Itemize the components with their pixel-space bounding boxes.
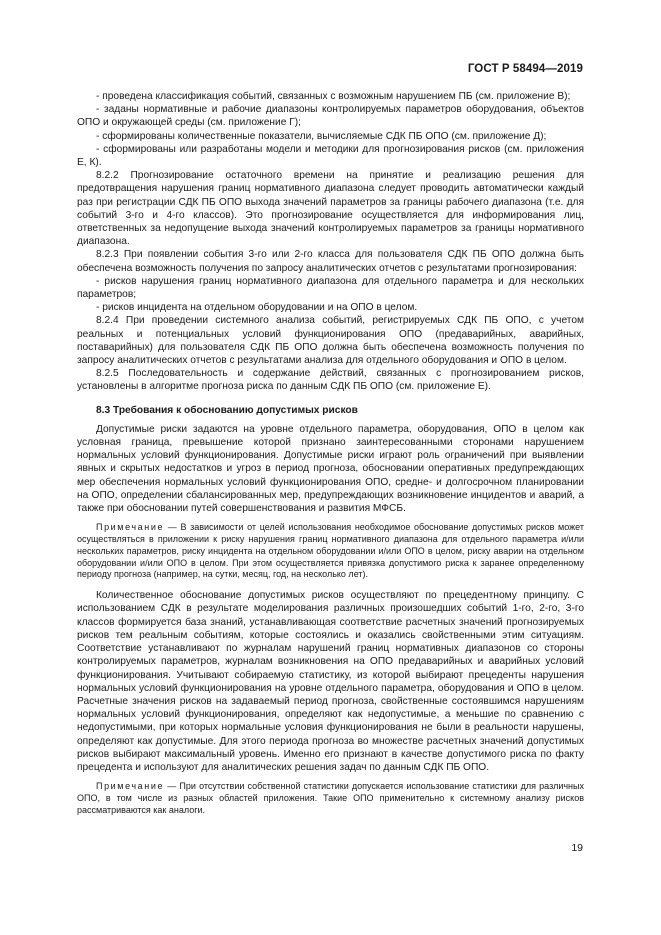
bullet-indicators: - сформированы количественные показатели, вычисляемые СДК ПБ ОПО (см. приложение Д); — [96, 130, 547, 142]
bullet-parameter-risks: - рисков нарушения границ нормативного диапазона для отдельного параметра и для нескольких параметров; — [77, 275, 584, 301]
note-2 — [77, 781, 584, 816]
paragraph-quantitative-justification: Количественное обоснование допустимых рисков осуществляют по прецедентному принципу. С использованием СДК в результате моделирования различных произошедших событий 1-го, 2-го, 3-го классов формируется база знаний, устанавливающая соответствие расчетных значений прогнозируемых рисков тем реальным событиям, которые состоялись и оказались свойственными этим ситуациям. Соответствие устанавливают по журналам нарушений границ нормативных диапазонов со стороны контролируемых параметров, журналам возникновения на ОПО предаварийных и аварийных условий функционирования. Учитывают собираемую статистику, из которой выбирают прецеденты нарушения нормальных условий функционирования на уровне отдельного параметра, оборудования и ОПО в целом. Расчетные значения рисков на задаваемый период прогноза, свойственные состоявшимся нарушениям нормальных условий функционирования, определяют как недопустимые, а меньшие по сравнению с недопустимыми, при которых нормальные условия функционирования не были в реальности нарушены, определяют как допустимые. Для этого периода прогноза во множестве расчетных значений допустимых рисков выбирают максимальный уровень. Именно его признают в качестве допустимого риска по факту прецедента и используют для аналитических решения задач по данным СДК ПБ ОПО. — [77, 590, 584, 773]
standard-code-header: ГОСТ Р 58494—2019 — [467, 63, 583, 75]
page-content — [77, 90, 584, 817]
note-1-label: Примечание — [96, 522, 165, 533]
bullet-ranges: - заданы нормативные и рабочие диапазоны контролируемых параметров оборудования, объектов ОПО и окружающей среды (см. приложение Г); — [77, 104, 584, 129]
bullet-incident-risks: - рисков инцидента на отдельном оборудовании и на ОПО в целом. — [96, 302, 418, 314]
paragraph-8-2-5: 8.2.5 Последовательность и содержание действий, связанных с прогнозированием рисков, установлены в алгоритме прогноза риска по данным СДК ПБ ОПО (см. приложение Е). — [77, 368, 584, 393]
note-2-label: Примечание — [96, 781, 165, 792]
note-1-text: — В зависимости от целей использования необходимое обоснование допустимых рисков может осуществляться в приложении к риску нарушения границ нормативного диапазона для отдельного параметра и/или нескольких параметров, риску инцидента на отдельном оборудовании и/или ОПО в целом, риску аварии на отдельном оборудовании и/или ОПО в целом. При этом осуществляется привязка допустимого риска к заранее определенному периоду прогноза (например, на сутки, месяц, год, на несколько лет). — [77, 522, 584, 580]
paragraph-8-2-2: 8.2.2 Прогнозирование остаточного времени на принятие и реализацию решения для предотвращения нарушения границ нормативного диапазона следует проводить автоматически каждый раз при регистрации СДК ПБ ОПО выхода значений параметров за границы рабочего диапазона (т.е. для событий 3-го и 4-го классов). Это прогнозирование осуществляется для информирования лиц, ответственных за недопущение выхода значений контролируемых параметров за границы нормативного диапазона. — [77, 170, 584, 248]
page-number: 19 — [571, 842, 583, 854]
paragraph-8-2-4: 8.2.4 При проведении системного анализа событий, регистрируемых СДК ПБ ОПО, с учетом реальных и потенциальных условий функционирования ОПО (предаварийных, аварийных, поставарийных) для пользователя СДК ПБ ОПО должна быть обеспечена возможность получения по запросу аналитических отчетов с результатами анализа для отдельного оборудования и ОПО в целом. — [77, 315, 584, 367]
paragraph-8-2-3: 8.2.3 При появлении события 3-го или 2-го класса для пользователя СДК ПБ ОПО должна быть обеспечена возможность получения по запросу аналитических отчетов с результатами прогнозирования: — [77, 249, 584, 274]
section-heading-8-3: 8.3 Требования к обоснованию допустимых рисков — [96, 404, 358, 416]
bullet-models: - сформированы или разработаны модели и методики для прогнозирования рисков (см. приложения Е, К). — [77, 143, 584, 169]
paragraph-acceptable-risks: Допустимые риски задаются на уровне отдельного параметра, оборудования, ОПО в целом как условная граница, превышение которой признано заинтересованными сторонами нарушением нормальных условий функционирования. Допустимые риски играют роль ограничений при выявлении явных и скрытых недостатков и угроз в период прогноза, обосновании оперативных предупреждающих мер обеспечения нормальных условий функционирования ОПО, средне- и долгосрочном планировании на ОПО, определении сбалансированных мер, предупреждающих возникновение инцидентов и аварий, а также при обосновании путей совершенствования и развития МФСБ. — [77, 423, 584, 515]
bullet-classification: - проведена классификация событий, связанных с возможным нарушением ПБ (см. приложение В); — [96, 91, 571, 102]
note-1 — [77, 522, 584, 581]
note-2-text: — При отсутствии собственной статистики допускается использование статистики для различных ОПО, в том числе из разных областей приложения. Такие ОПО применительно к системному анализу рисков рассматриваются как аналоги. — [77, 781, 584, 815]
